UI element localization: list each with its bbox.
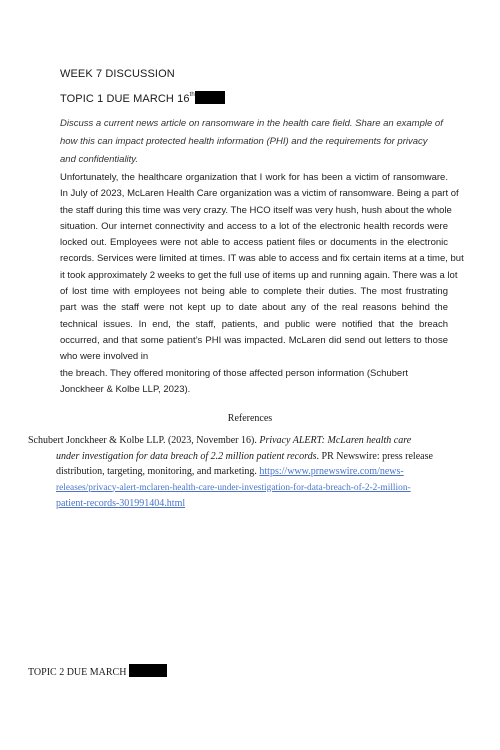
body-line: locked out. Employees were not able to access patient files or documents in the electronic <box>60 237 448 249</box>
discussion-prompt: Discuss a current news article on ransomware in the health care field. Share an example of how this can impact protected health information (PHI) and the requirements for privacy and confidentiality. <box>60 118 443 165</box>
topic1-label: TOPIC 1 DUE MARCH 16 <box>60 93 190 105</box>
reference-title-line2: under investigation for data breach of 2.2 million patient records <box>56 450 317 462</box>
body-line: technical issues. In end, the staff, patients, and public were notified that the breach <box>60 318 448 330</box>
body-line: the staff during this time was very crazy. The HCO itself was very hush, hush about the whole <box>60 204 452 216</box>
reference-link-end[interactable]: patient-records-301991404.html <box>56 498 186 509</box>
topic1-suffix: th <box>189 92 195 98</box>
response-paragraph <box>60 170 464 398</box>
reference-entry <box>28 433 448 512</box>
reference-title-line1: Privacy ALERT: McLaren health care <box>259 435 412 446</box>
references-heading: References <box>227 413 273 424</box>
body-line: of lost time with employees not being able to complete their duties. The most frustrating <box>60 286 448 298</box>
body-line: situation. Our internet connectivity and access to a lot of the electronic health records were <box>60 220 448 232</box>
topic1-heading <box>60 91 225 105</box>
body-line: part was the staff were not kept up to date about any of the real reasons behind the <box>60 302 448 314</box>
redaction-block <box>129 664 167 677</box>
body-line: Unfortunately, the healthcare organization that I work for has been a victim of ransomware. <box>60 172 448 183</box>
body-line: the breach. They offered monitoring of those affected person information (Schubert <box>60 367 409 379</box>
body-line: it took approximately 2 weeks to get the full use of items up and running again. There was a lot <box>60 269 458 281</box>
body-line: who were involved in <box>60 351 149 363</box>
redaction-block <box>195 91 225 104</box>
week-heading: WEEK 7 DISCUSSION <box>60 68 175 80</box>
body-line: Jonckheer & Kolbe LLP, 2023). <box>60 383 191 395</box>
body-line: occurred, and that some patient’s PHI was impacted. McLaren did send out letters to those <box>60 334 448 346</box>
reference-link[interactable]: https://www.prnewswire.com/news- <box>259 466 404 477</box>
reference-publisher-tail: . PR Newswire: press release <box>316 450 433 462</box>
topic2-heading <box>28 664 167 678</box>
reference-link-cont[interactable]: releases/privacy-alert-mclaren-health-care-under-investigation-for-data-breach-of-2-2-million- <box>56 482 411 493</box>
reference-authors: Schubert Jonckheer & Kolbe LLP. (2023, November 16). <box>28 435 257 446</box>
body-line: In July of 2023, McLaren Health Care organization was a victim of ransomware. Being a part of <box>60 188 459 200</box>
reference-publisher: distribution, targeting, monitoring, and marketing. <box>56 466 257 477</box>
topic2-label: TOPIC 2 DUE MARCH <box>28 667 127 678</box>
body-line: records. Services were limited at times. IT was able to access and fix certain items at a time, but <box>60 253 464 265</box>
